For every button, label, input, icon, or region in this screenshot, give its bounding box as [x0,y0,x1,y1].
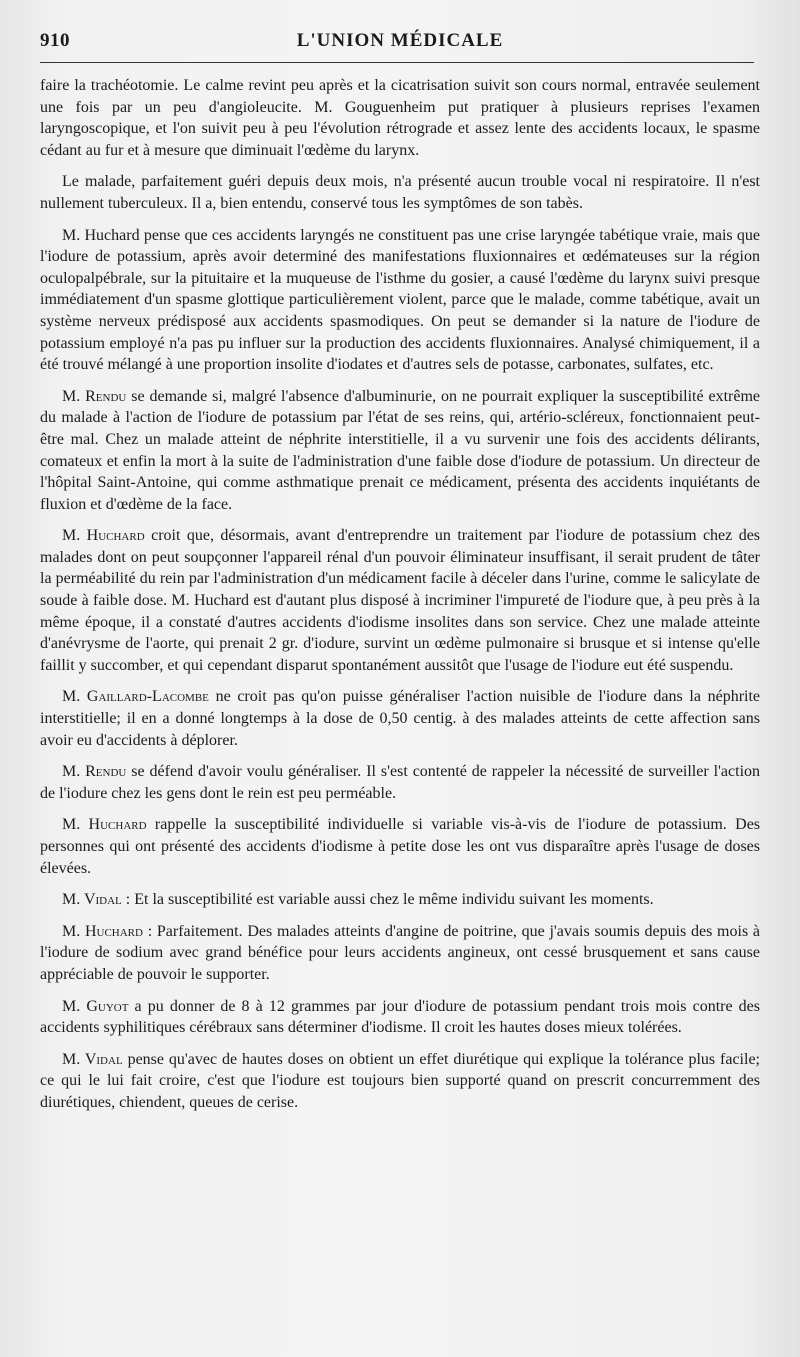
speaker-name: M. Gaillard-Lacombe [62,688,209,706]
speaker-name: M. Rendu [62,763,127,781]
paragraph-text: Parfaitement. Des malades atteints d'angine de poitrine, que j'avais soumis depuis des mois à l'iodure de sodium avec grand bénéfice pour leurs accidents angineux, ont cessé brusquement et sans cause appréciable de pouvoir le supporter. [40,922,760,983]
paragraph-text: rappelle la susceptibilité individuelle si variable vis-à-vis de l'iodure de potassium. Des personnes qui ont présenté des accidents d'iodisme à petite dose les ont vus disparaître après l'usage de doses élevées. [40,816,761,877]
body-text [40,75,760,1114]
paragraph-text: se demande si, malgré l'absence d'albuminurie, on ne pourrait expliquer la susceptibilité extrême du malade à l'action de l'iodure de potassium par l'état de ses reins, qui, artério-scléreux, fonctionnaient peut-être mal. Chez un malade atteint de néphrite interstitielle, il a vu survenir une fois des accidents délirants, comateux et enfin la mort à la suite de l'administration d'une faible dose d'iodure de potassium. Un directeur de l'hôpital Saint-Antoine, qui comme asthmatique prenait ce médicament, présenta des accidents inquiétants de fluxion et d'œdème de la face. [40,387,761,513]
paragraph-text: M. Huchard pense que ces accidents laryngés ne constituent pas une crise laryngée tabétique vraie, mais que l'iodure de potassium, après avoir determiné des manifestations fluxionnaires et œdémateuses sur la région oculopalpébrale, sur la pituitaire et la muqueuse de l'isthme du gosier, a causé l'œdème du larynx suivi presque immédiatement d'un spasme glottique particulièrement violent, parce que le malade, comme tabétique, avait un système nerveux prédisposé aux accidents spasmodiques. On peut se demander si la nature de l'iodure de potassium employé n'a pas pu influer sur la production des accidents fluxionnaires. Analysé chimiquement, il a été trouvé mélangé à une proportion insolite d'iodates et d'autres sels de potasse, carbonates, sulfates, etc. [40,226,760,374]
paragraph [40,814,760,879]
page-number: 910 [40,30,70,51]
speaker-name: M. Huchard : [62,922,153,940]
paragraph-text: faire la trachéotomie. Le calme revint peu après et la cicatrisation suivit son cours normal, entravée seulement une fois par un peu d'angioleucite. M. Gouguenheim put pratiquer à plusieurs reprises l'examen laryngoscopique, et l'on suivit peu à peu l'évolution rétrograde et assez lente des accidents locaux, le spasme cédant au fur et à mesure que diminuait l'œdème du larynx. [40,77,760,159]
paragraph-text: pense qu'avec de hautes doses on obtient un effet diurétique qui explique la tolérance plus facile; ce qui le lui fait croire, c'est que l'iodure est toujours bien supporté quand on prescrit concurremment des diurétiques, chiendent, queues de cerise. [40,1050,760,1111]
running-title: L'UNION MÉDICALE [296,30,504,51]
paragraph [40,171,760,214]
paragraph-text: croit que, désormais, avant d'entreprendre un traitement par l'iodure de potassium chez des malades dont on peut soupçonner l'appareil rénal d'un pouvoir éliminateur insuffisant, il serait prudent de tâter la perméabilité du rein par l'administration d'un médicament facile à déceler dans l'urine, comme le salicylate de soude à faible dose. M. Huchard est d'autant plus disposé à incriminer l'impureté de l'iodure que, à peu près à la même époque, il a constaté d'autres accidents d'iodisme insolites dans son service. Chez une malade atteinte d'anévrysme de l'aorte, qui prenait 2 gr. d'iodure, survint un œdème pulmonaire si brusque et si intense qu'elle faillit y succomber, et qui cependant disparut spontanément aussitôt que l'usage de l'iodure eut été suspendu. [40,527,761,674]
paragraph-text: a pu donner de 8 à 12 grammes par jour d'iodure de potassium pendant trois mois contre des accidents syphilitiques cérébraux sans déterminer d'iodisme. Il croit les hautes doses mieux tolérées. [40,997,761,1037]
speaker-name: M. Vidal [62,1050,123,1068]
paragraph [40,1049,760,1114]
speaker-name: M. Rendu [62,387,127,405]
paragraph [40,761,760,804]
paragraph [40,75,760,161]
paragraph [40,225,760,376]
paragraph [40,386,760,516]
speaker-name: M. Huchard [62,816,147,834]
speaker-name: M. Huchard [62,527,145,545]
paragraph [40,996,760,1039]
speaker-name: M. Vidal : [62,891,131,909]
paragraph-text: ne croit pas qu'on puisse généraliser l'action nuisible de l'iodure dans la néphrite interstitielle; il en a donné longtemps à la dose de 0,50 centig. à des malades atteints de cette affection sans avoir eu d'accidents à déplorer. [40,688,761,749]
paragraph-text: Le malade, parfaitement guéri depuis deux mois, n'a présenté aucun trouble vocal ni respiratoire. Il n'est nullement tuberculeux. Il a, bien entendu, conservé tous les symptômes de son tabès. [40,173,760,212]
paragraph-text: se défend d'avoir voulu généraliser. Il s'est contenté de rappeler la nécessité de surveiller l'action de l'iodure chez les gens dont le rein est peu perméable. [40,763,761,802]
paragraph [40,525,760,676]
paragraph [40,889,760,911]
paragraph-text: Et la susceptibilité est variable aussi chez le même individu suivant les moments. [134,891,654,909]
header-rule [40,62,754,63]
page-header [40,26,760,62]
speaker-name: M. Guyot [62,997,129,1015]
paragraph [40,686,760,751]
paragraph [40,921,760,986]
